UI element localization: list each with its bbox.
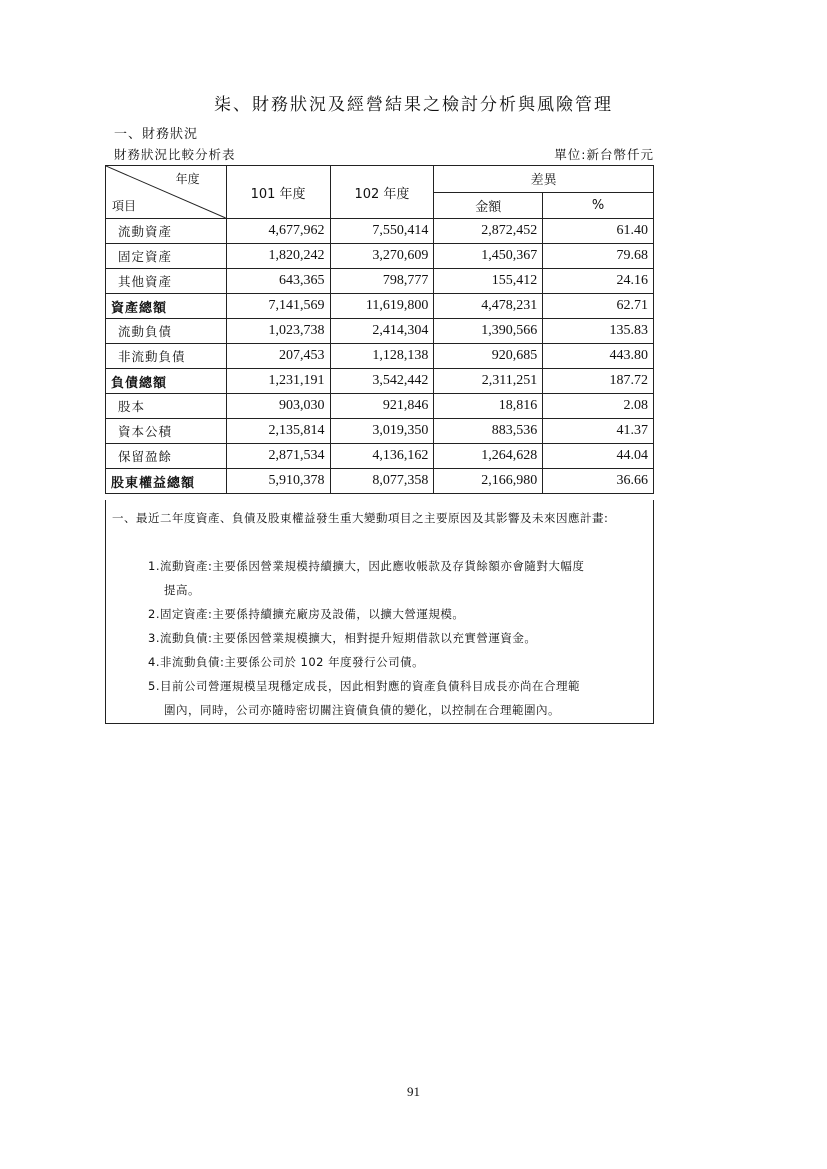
note-line: 圍內，同時，公司亦隨時密切關注資債負債的變化，以控制在合理範圍內。: [164, 703, 560, 717]
row-item-label: 資產總額: [106, 294, 227, 319]
notes-box: [105, 500, 654, 724]
note-line: 提高。: [164, 583, 200, 597]
value-102: 1,128,138: [330, 344, 434, 369]
diff-amount: 4,478,231: [434, 294, 543, 319]
note-item-5: [148, 674, 648, 722]
note-line: 1.流動資產:主要係因營業規模持續擴大，因此應收帳款及存貨餘額亦會隨對大幅度: [148, 559, 585, 573]
value-102: 2,414,304: [330, 319, 434, 344]
note-line: 3.流動負債:主要係因營業規模擴大，相對提升短期借款以充實營運資金。: [148, 631, 537, 645]
financial-comparison-table: [105, 165, 654, 494]
table-caption: 財務狀況比較分析表: [114, 147, 236, 162]
section-heading: 一、財務狀況: [114, 127, 199, 142]
diff-amount: 1,264,628: [434, 444, 543, 469]
diff-pct: 62.71: [543, 294, 654, 319]
value-102: 11,619,800: [330, 294, 434, 319]
diff-pct: 443.80: [543, 344, 654, 369]
row-item-label: 股東權益總額: [106, 469, 227, 494]
value-101: 2,871,534: [226, 444, 330, 469]
note-item-3: [148, 626, 648, 650]
diagonal-header-cell: [106, 166, 227, 219]
row-item-label: 固定資產: [106, 244, 227, 269]
diff-pct: 2.08: [543, 394, 654, 419]
header-pct: %: [543, 192, 654, 219]
table-row: [106, 444, 654, 469]
table-row: [106, 469, 654, 494]
page-title: 柒、財務狀況及經營結果之檢討分析與風險管理: [214, 95, 613, 115]
value-101: 1,820,242: [226, 244, 330, 269]
note-line: 4.非流動負債:主要係公司於 102 年度發行公司債。: [148, 655, 425, 669]
diff-amount: 155,412: [434, 269, 543, 294]
value-101: 903,030: [226, 394, 330, 419]
value-102: 4,136,162: [330, 444, 434, 469]
value-101: 1,023,738: [226, 319, 330, 344]
value-101: 1,231,191: [226, 369, 330, 394]
diff-pct: 187.72: [543, 369, 654, 394]
row-item-label: 其他資產: [106, 269, 227, 294]
table-row: [106, 394, 654, 419]
row-item-label: 股本: [106, 394, 227, 419]
diff-pct: 135.83: [543, 319, 654, 344]
unit-label: 單位:新台幣仟元: [554, 147, 654, 162]
row-item-label: 流動負債: [106, 319, 227, 344]
value-102: 3,019,350: [330, 419, 434, 444]
value-102: 7,550,414: [330, 219, 434, 244]
table-row: [106, 294, 654, 319]
header-item-label: 項目: [112, 199, 137, 213]
diff-pct: 61.40: [543, 219, 654, 244]
value-101: 5,910,378: [226, 469, 330, 494]
diff-pct: 79.68: [543, 244, 654, 269]
table-row: [106, 369, 654, 394]
header-101: 101 年度: [226, 166, 330, 219]
value-101: 2,135,814: [226, 419, 330, 444]
note-item-4: [148, 650, 648, 674]
diff-amount: 18,816: [434, 394, 543, 419]
value-101: 643,365: [226, 269, 330, 294]
diff-amount: 1,390,566: [434, 319, 543, 344]
diff-pct: 36.66: [543, 469, 654, 494]
diff-pct: 24.16: [543, 269, 654, 294]
note-item-2: [148, 602, 648, 626]
note-item-1: [148, 554, 648, 602]
table-row: [106, 419, 654, 444]
diff-amount: 2,166,980: [434, 469, 543, 494]
header-diff: 差異: [434, 166, 654, 193]
value-101: 4,677,962: [226, 219, 330, 244]
table-row: [106, 269, 654, 294]
table-row: [106, 244, 654, 269]
diff-amount: 1,450,367: [434, 244, 543, 269]
header-102: 102 年度: [330, 166, 434, 219]
note-line: 2.固定資產:主要係持續擴充廠房及設備，以擴大營運規模。: [148, 607, 465, 621]
value-101: 7,141,569: [226, 294, 330, 319]
diff-pct: 41.37: [543, 419, 654, 444]
table-caption-row: [114, 145, 654, 163]
row-item-label: 負債總額: [106, 369, 227, 394]
diff-pct: 44.04: [543, 444, 654, 469]
page-number: 91: [407, 1084, 420, 1099]
row-item-label: 保留盈餘: [106, 444, 227, 469]
value-102: 3,542,442: [330, 369, 434, 394]
row-item-label: 流動資產: [106, 219, 227, 244]
diff-amount: 920,685: [434, 344, 543, 369]
table-row: [106, 344, 654, 369]
row-item-label: 非流動負債: [106, 344, 227, 369]
value-101: 207,453: [226, 344, 330, 369]
header-amount: 金額: [434, 192, 543, 219]
diff-amount: 883,536: [434, 419, 543, 444]
table-row: [106, 219, 654, 244]
diff-amount: 2,311,251: [434, 369, 543, 394]
value-102: 921,846: [330, 394, 434, 419]
header-year-label: 年度: [175, 172, 200, 186]
notes-intro: 一、最近二年度資產、負債及股東權益發生重大變動項目之主要原因及其影響及未來因應計畫:: [112, 511, 609, 525]
value-102: 3,270,609: [330, 244, 434, 269]
value-102: 798,777: [330, 269, 434, 294]
row-item-label: 資本公積: [106, 419, 227, 444]
diff-amount: 2,872,452: [434, 219, 543, 244]
note-line: 5.目前公司營運規模呈現穩定成長，因此相對應的資產負債科目成長亦尚在合理範: [148, 679, 580, 693]
value-102: 8,077,358: [330, 469, 434, 494]
table-row: [106, 319, 654, 344]
